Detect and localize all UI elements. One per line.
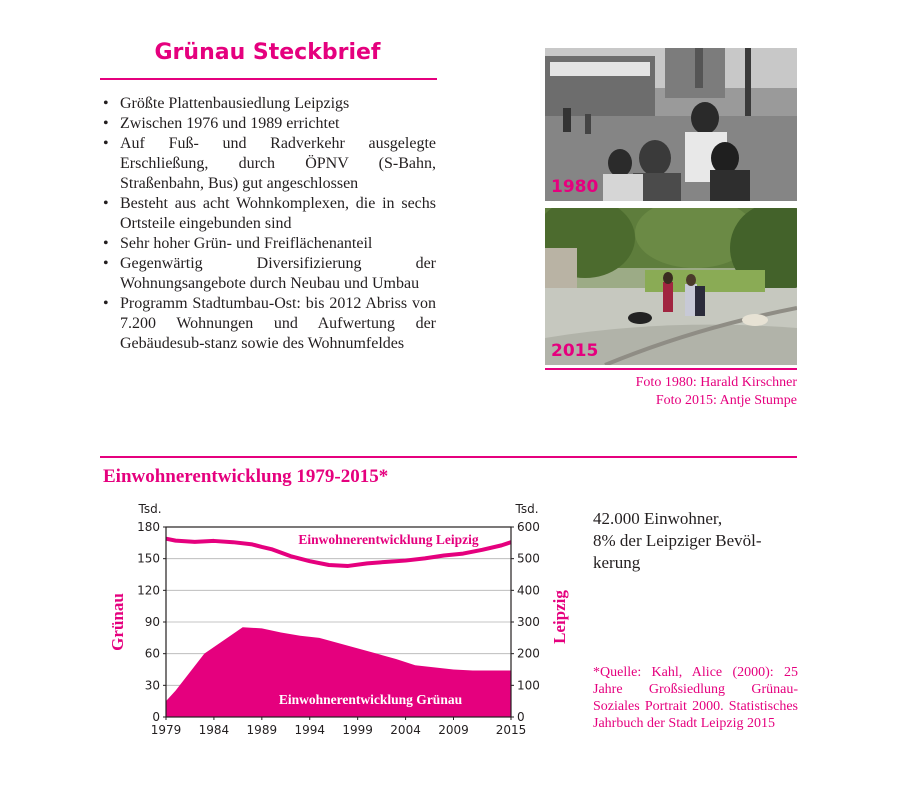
tick-label-right: 0	[517, 710, 525, 724]
tick-label-x: 2009	[438, 723, 469, 737]
photo-credit-1980: Foto 1980: Harald Kirschner	[635, 375, 797, 390]
list-item: • Sehr hoher Grün- und Freiflächenanteil	[103, 234, 436, 254]
tick-label-left: 180	[137, 520, 160, 534]
summary-line: 42.000 Einwohner,	[593, 509, 723, 528]
photo-1980-year: 1980	[551, 177, 599, 197]
tick-label-right: 100	[517, 678, 540, 693]
list-item: • Auf Fuß- und Radverkehr ausgelegte Erschließung, durch ÖPNV (S-Bahn, Straßenbahn, Bus) gut angeschlossen	[103, 134, 436, 194]
tick-label-left: 120	[137, 583, 160, 598]
series-label-leipzig: Einwohnerentwicklung Leipzig	[298, 532, 479, 547]
unit-right: Tsd.	[515, 502, 539, 516]
tick-label-left: 90	[144, 615, 160, 629]
tick-label-x: 1984	[198, 723, 230, 737]
tick-label-x: 1994	[294, 723, 326, 737]
steckbrief-title: Grünau Steckbrief	[154, 40, 381, 65]
series-label-gruenau: Einwohnerentwicklung Grünau	[278, 692, 463, 707]
ticks-right	[511, 520, 540, 724]
tick-label-x: 2015	[495, 723, 527, 737]
tick-label-right: 200	[517, 646, 540, 661]
tick-label-right: 300	[517, 615, 540, 629]
tick-label-right: 400	[517, 583, 540, 598]
axis-label-left: Grünau	[108, 593, 127, 651]
tick-label-right: 600	[517, 520, 540, 534]
photo-2015	[545, 208, 797, 365]
list-item: • Gegenwärtig Diversifizierung der Wohnungsangebote durch Neubau und Umbau	[103, 254, 436, 294]
population-chart	[100, 495, 570, 750]
tick-label-x: 1999	[342, 723, 373, 737]
list-item: • Programm Stadtumbau-Ost: bis 2012 Abriss von 7.200 Wohnungen und Aufwertung der Gebäudesub-stanz sowie des Wohnumfeldes	[103, 294, 436, 354]
unit-left: Tsd.	[138, 502, 162, 516]
tick-label-left: 60	[144, 646, 160, 661]
ticks-x	[151, 717, 527, 737]
tick-label-right: 500	[517, 551, 540, 566]
section-rule	[100, 456, 797, 458]
list-item: • Größte Plattenbausiedlung Leipzigs	[103, 94, 436, 114]
photo-rule	[545, 368, 797, 370]
tick-label-x: 1989	[246, 723, 278, 737]
tick-label-x: 1979	[150, 723, 182, 737]
photo-credit-2015: Foto 2015: Antje Stumpe	[655, 393, 797, 408]
source-note: *Quelle: Kahl, Alice (2000): 25 Jahre Großsiedlung Grünau-Soziales Portrait 2000. Statistisches Jahrbuch der Stadt Leipzig 2015	[593, 665, 798, 731]
summary-line: 8% der Leipziger Bevöl-	[593, 531, 762, 550]
photo-2015-year: 2015	[551, 341, 599, 361]
tick-label-left: 30	[144, 678, 160, 693]
axis-label-right: Leipzig	[550, 590, 569, 644]
summary-line: kerung	[593, 553, 641, 572]
tick-label-x: 2004	[390, 723, 421, 737]
photo-credits	[545, 374, 797, 410]
list-item: • Besteht aus acht Wohnkomplexen, die in sechs Ortsteile eingebunden sind	[103, 194, 436, 234]
steckbrief-list	[103, 94, 436, 354]
chart-title: Einwohnerentwicklung 1979-2015*	[103, 466, 389, 487]
title-rule	[100, 78, 437, 80]
list-item: • Zwischen 1976 und 1989 errichtet	[103, 114, 436, 134]
summary-text	[593, 508, 793, 574]
tick-label-left: 150	[137, 551, 160, 566]
photo-1980	[545, 48, 797, 201]
tick-label-left: 0	[152, 710, 160, 724]
ticks-left	[137, 520, 166, 724]
